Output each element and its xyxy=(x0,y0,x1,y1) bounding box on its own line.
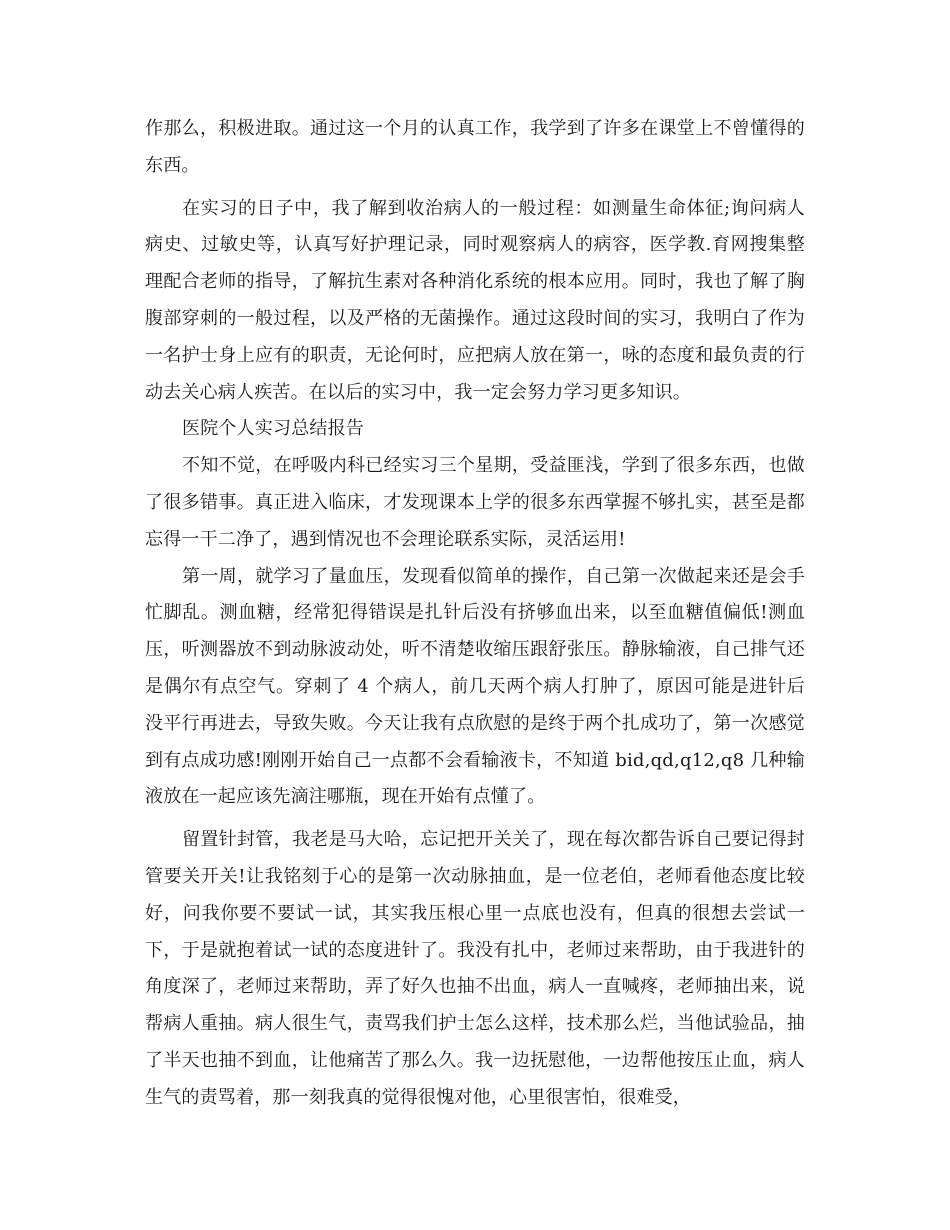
paragraph-first-week: 第一周，就学习了量血压，发现看似简单的操作，自己第一次做起来还是会手忙脚乱。测血糖，经常犯得错误是扎针后没有挤够血出来，以至血糖值偏低!测血压，听测器放不到动脉波动处，听不清楚收缩压跟舒张压。静脉输液，自己排气还是偶尔有点空气。穿刺了 4 个病人，前几天两个病人打肿了，原因可能是进针后没平行再进去，导致失败。今天让我有点欣慰的是终于两个扎成功了，第一次感觉到有点成功感!刚刚开始自己一点都不会看输液卡，不知道 bid,qd,q12,q8 几种输液放在一起应该先滴注哪瓶，现在开始有点懂了。 xyxy=(145,565,805,808)
document-body xyxy=(145,111,805,1117)
section-heading: 医院个人实习总结报告 xyxy=(182,418,364,440)
paragraph-indwelling-needle: 留置针封管，我老是马大哈，忘记把开关关了，现在每次都告诉自己要记得封管要关开关!让我铭刻于心的是第一次动脉抽血，是一位老伯，老师看他态度比较好，问我你要不要试一试，其实我压根心里一点底也没有，但真的很想去尝试一下，于是就抱着试一试的态度进针了。我没有扎中，老师过来帮助，由于我进针的角度深了，老师过来帮助，弄了好久也抽不出血，病人一直喊疼，老师抽出来，说帮病人重抽。病人很生气，责骂我们护士怎么这样，技术那么烂，当他试验品，抽了半天也抽不到血，让他痛苦了那么久。我一边抚慰他，一边帮他按压止血，病人生气的责骂着，那一刻我真的觉得很愧对他，心里很害怕，很难受， xyxy=(145,829,805,1108)
paragraph-internship-process: 在实习的日子中，我了解到收治病人的一般过程：如测量生命体征;询问病人病史、过敏史等，认真写好护理记录，同时观察病人的病容，医学教.育网搜集整理配合老师的指导，了解抗生素对各种消化系统的根本应用。同时，我也了解了胸腹部穿刺的一般过程，以及严格的无菌操作。通过这段时间的实习，我明白了作为一名护士身上应有的职责，无论何时，应把病人放在第一，咏的态度和最负责的行动去关心病人疾苦。在以后的实习中，我一定会努力学习更多知识。 xyxy=(145,197,805,403)
paragraph-continuation: 作那么，积极进取。通过这一个月的认真工作，我学到了许多在课堂上不曾懂得的东西。 xyxy=(145,118,805,176)
paragraph-respiratory-dept: 不知不觉，在呼吸内科已经实习三个星期，受益匪浅，学到了很多东西，也做了很多错事。真正进入临床，才发现课本上学的很多东西掌握不够扎实，甚至是都忘得一干二净了，遇到情况也不会理论联系实际，灵活运用! xyxy=(145,455,805,550)
